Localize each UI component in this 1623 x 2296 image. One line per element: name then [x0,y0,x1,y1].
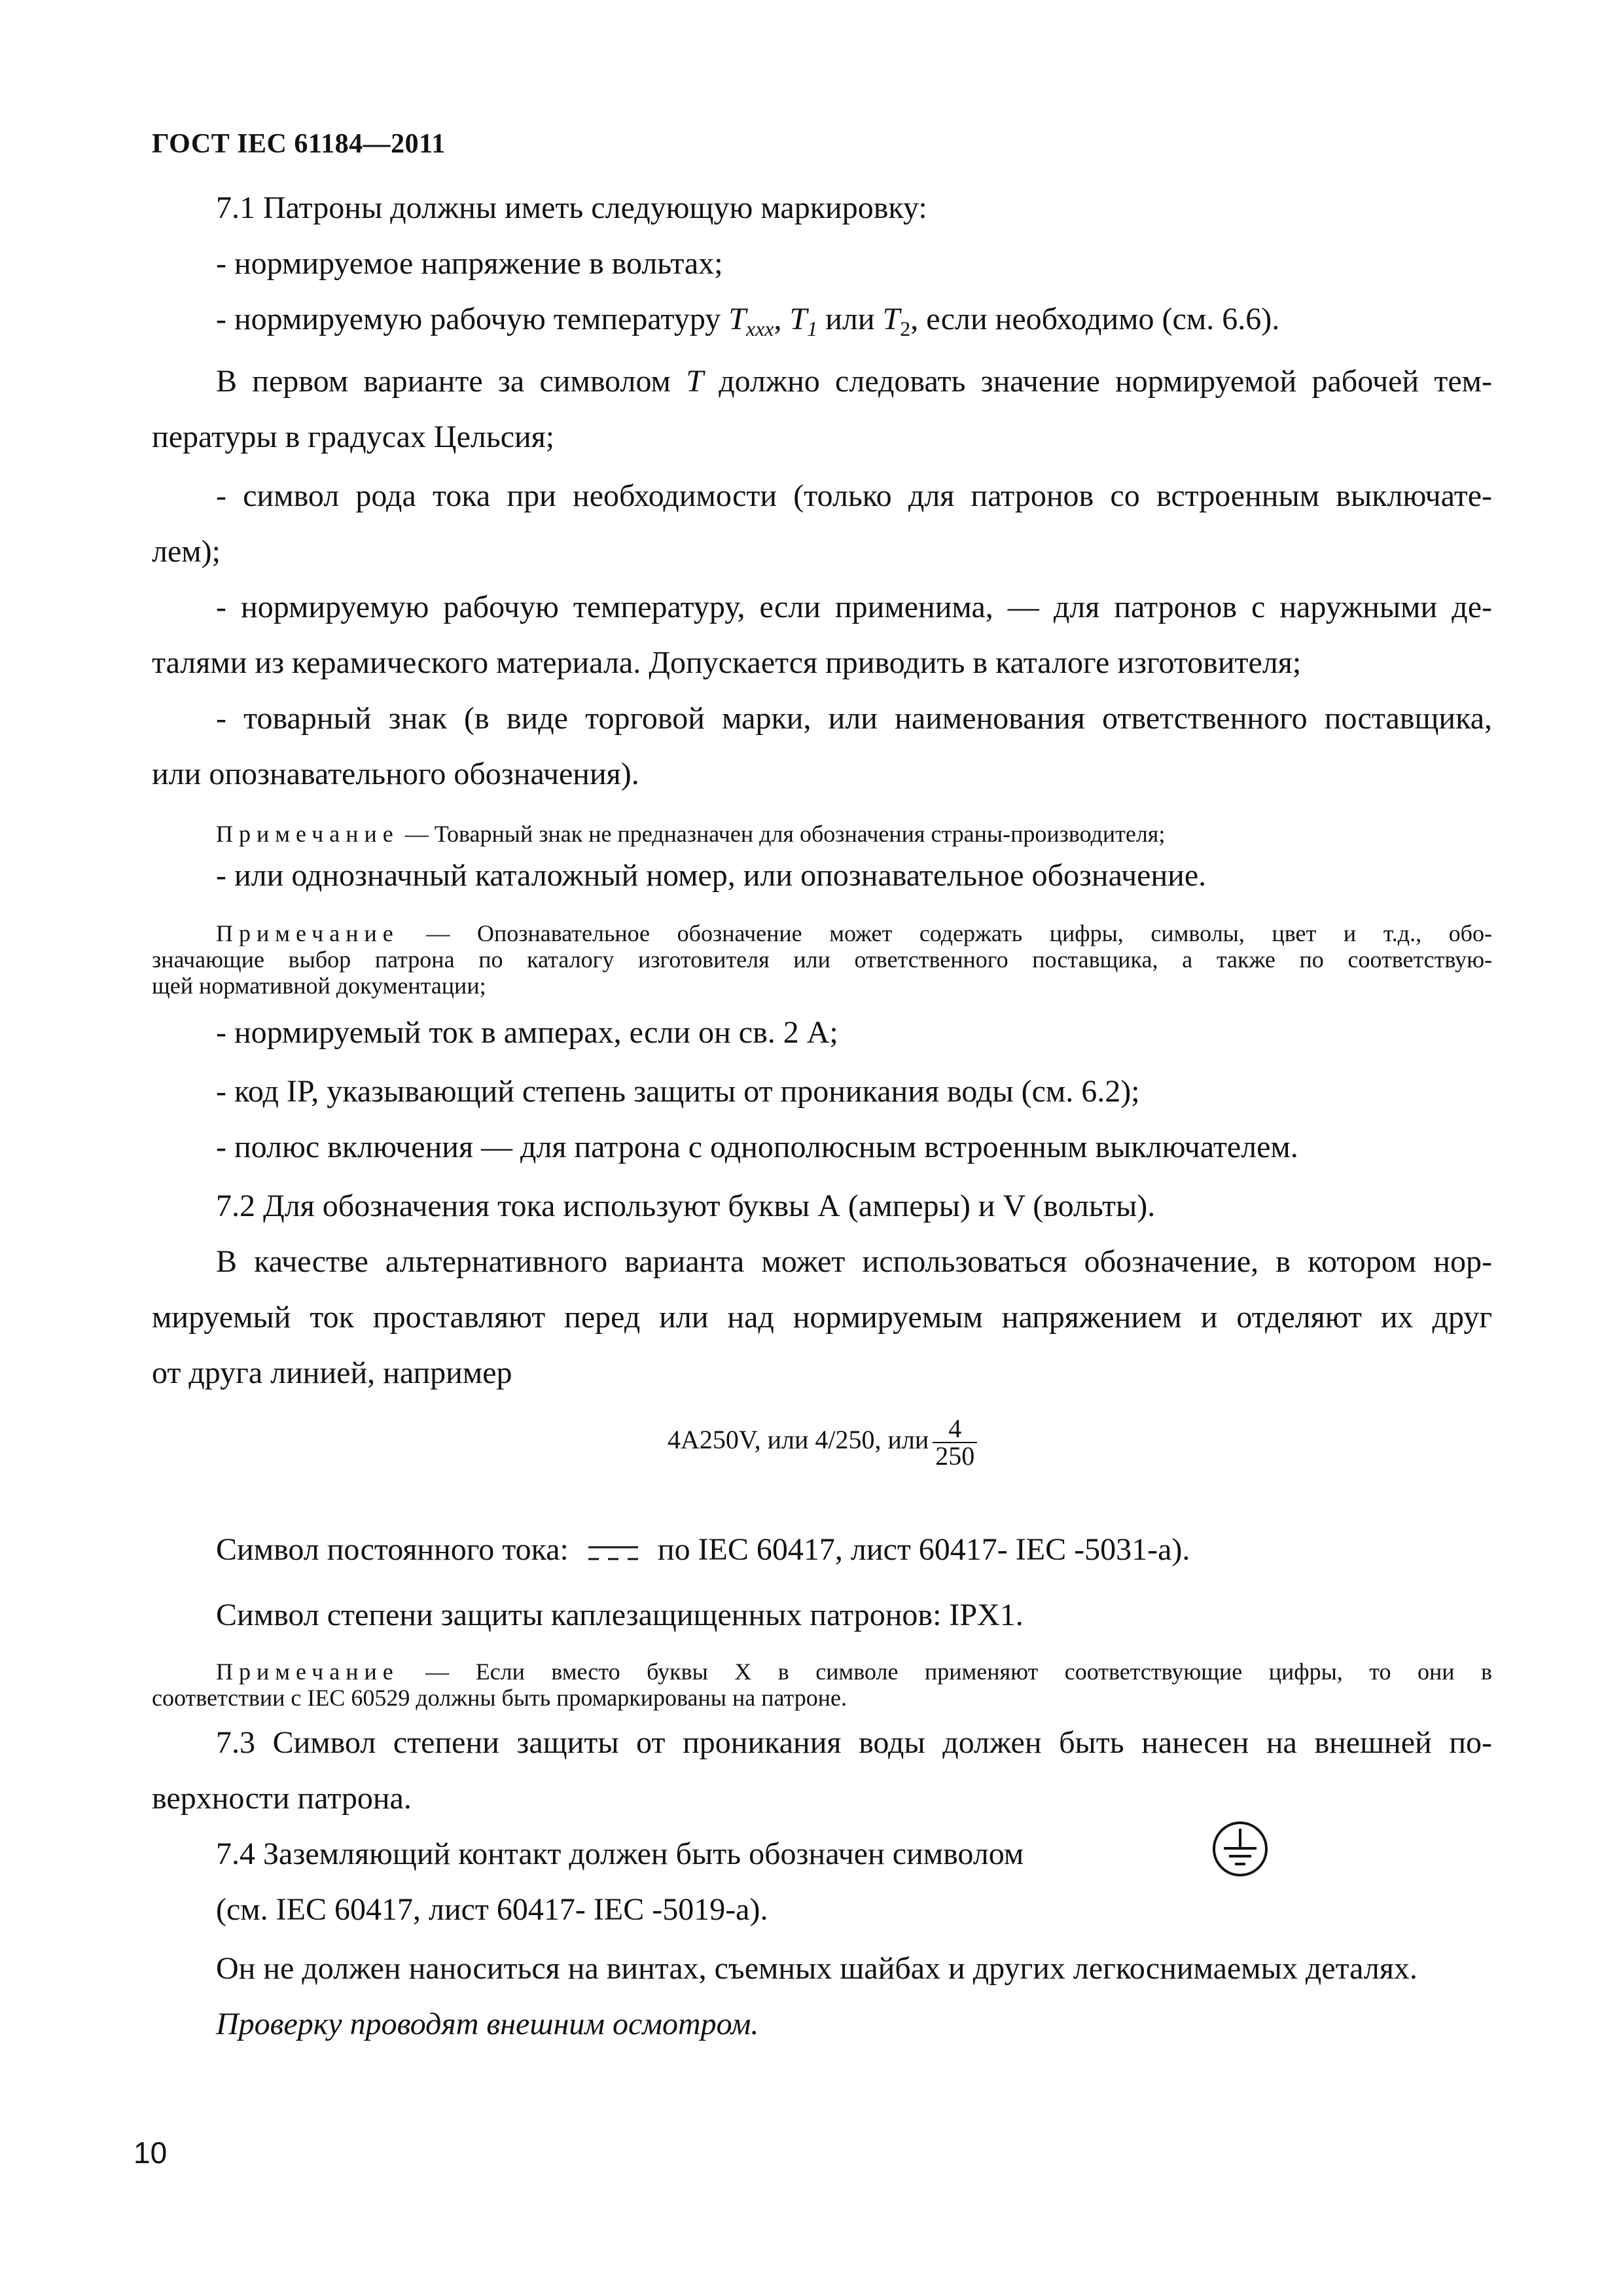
subscript-1: 1 [807,317,818,340]
bullet-polarity: - полюс включения — для патрона с однополюсным встроенным выключателем. [216,1130,1298,1164]
clause-7-3-line1: 7.3 Символ степени защиты от проникания воды должен быть нанесен на внешней по- [216,1725,1492,1760]
note-label: Примечание [216,920,399,946]
clause-7-3-line2: верхности патрона. [152,1781,412,1816]
paragraph-alternative-line1: В качестве альтернативного варианта может использоваться обозначение, в котором нор- [216,1244,1492,1279]
note-label: Примечание [216,1659,399,1685]
text-segment: В первом варианте за символом [216,364,687,399]
text-segment: , если необходимо (см. 6.6). [910,302,1280,336]
page-number: 10 [134,2136,168,2170]
note-identification-line1 [216,920,1492,946]
symbol-t: T [728,302,746,336]
bullet-rated-temperature [216,301,1279,338]
note-ipx-digits-line2: соответствии с IEC 60529 должны быть промаркированы на патроне. [152,1685,847,1711]
bullet-rated-voltage: - нормируемое напряжение в вольтах; [216,246,723,281]
fraction [933,1413,977,1471]
bullet-trademark-line2: или опознавательного обозначения). [152,757,639,791]
fraction-denominator: 250 [935,1441,975,1471]
symbol-t1: T [789,302,808,336]
bullet-trademark-line1: - товарный знак (в виде торговой марки, или наименования ответственного поставщика, [216,701,1492,736]
bullet-catalog-number: - или однозначный каталожный номер, или опознавательное обозначение. [216,858,1207,893]
text-segment: - нормируемую рабочую температуру [216,302,729,336]
text-segment: , [774,302,790,336]
paragraph-no-screws: Он не должен наноситься на винтах, съемных шайбах и других легкоснимаемых деталях. [216,1951,1418,1986]
document-code-header: ГОСТ IEC 61184—2011 [152,129,446,159]
dc-symbol-line [216,1532,1190,1568]
symbol-t: T [686,364,704,399]
paragraph-first-variant-line1 [216,363,1492,400]
note-text: — Товарный знак не предназначен для обозначения страны-производителя; [399,821,1166,847]
note-identification-line2: значающие выбор патрона по каталогу изготовителя или ответственного поставщика, а также по соответствую- [152,946,1492,973]
clause-7-4-line1: 7.4 Заземляющий контакт должен быть обозначен символом [216,1837,1024,1871]
clause-7-1-intro: 7.1 Патроны должны иметь следующую маркировку: [216,190,927,225]
subscript-xxx: xxx [745,317,774,340]
bullet-ceramic-line2: талями из керамического материала. Допускается приводить в каталоге изготовителя; [152,645,1302,680]
protective-earth-icon [1211,1820,1270,1878]
direct-current-icon [586,1539,641,1566]
bullet-rated-current: - нормируемый ток в амперах, если он св. 2 А; [216,1015,838,1050]
symbol-t2: T [882,302,901,336]
bullet-ceramic-line1: - нормируемую рабочую температуру, если применима, — для патронов с наружными де- [216,590,1492,624]
note-text: — Если вместо буквы X в символе применяют соответствующие цифры, то они в [399,1659,1492,1685]
dc-symbol-suffix: по IEC 60417, лист 60417- IEC -5031-a). [657,1532,1190,1567]
clause-7-2: 7.2 Для обозначения тока используют буквы А (амперы) и V (вольты). [216,1189,1156,1223]
text-segment: должно следовать значение нормируемой рабочей тем- [703,364,1492,399]
bullet-current-kind-line2: лем); [152,534,221,569]
marking-example-formula [668,1414,977,1469]
paragraph-alternative-line2: мируемый ток проставляют перед или над нормируемым напряжением и отделяют их друг [152,1300,1492,1335]
paragraph-first-variant-line2: пературы в градусах Цельсия; [152,420,555,454]
paragraph-alternative-line3: от друга линией, например [152,1355,512,1390]
note-identification-line3: щей нормативной документации; [152,973,486,999]
note-ipx-digits-line1 [216,1659,1492,1685]
dc-symbol-prefix: Символ постоянного тока: [216,1532,569,1567]
text-segment: или [817,302,883,336]
bullet-ip-code: - код IP, указывающий степень защиты от проникания воды (см. 6.2); [216,1074,1140,1109]
paragraph-inspection: Проверку проводят внешним осмотром. [216,2007,759,2041]
bullet-current-kind-line1: - символ рода тока при необходимости (только для патронов со встроенным выключате- [216,478,1492,513]
note-label: Примечание [216,821,399,847]
note-text: — Опознавательное обозначение может содержать цифры, символы, цвет и т.д., обо- [399,920,1492,946]
clause-7-4-line2: (см. IEC 60417, лист 60417- IEC -5019-a). [216,1892,768,1927]
formula-text: 4A250V, или 4/250, или [668,1425,929,1454]
note-trademark [216,821,1165,847]
subscript-2: 2 [900,317,911,340]
fraction-numerator: 4 [933,1416,977,1443]
ipx1-symbol-line: Символ степени защиты каплезащищенных патронов: IPX1. [216,1598,1024,1632]
